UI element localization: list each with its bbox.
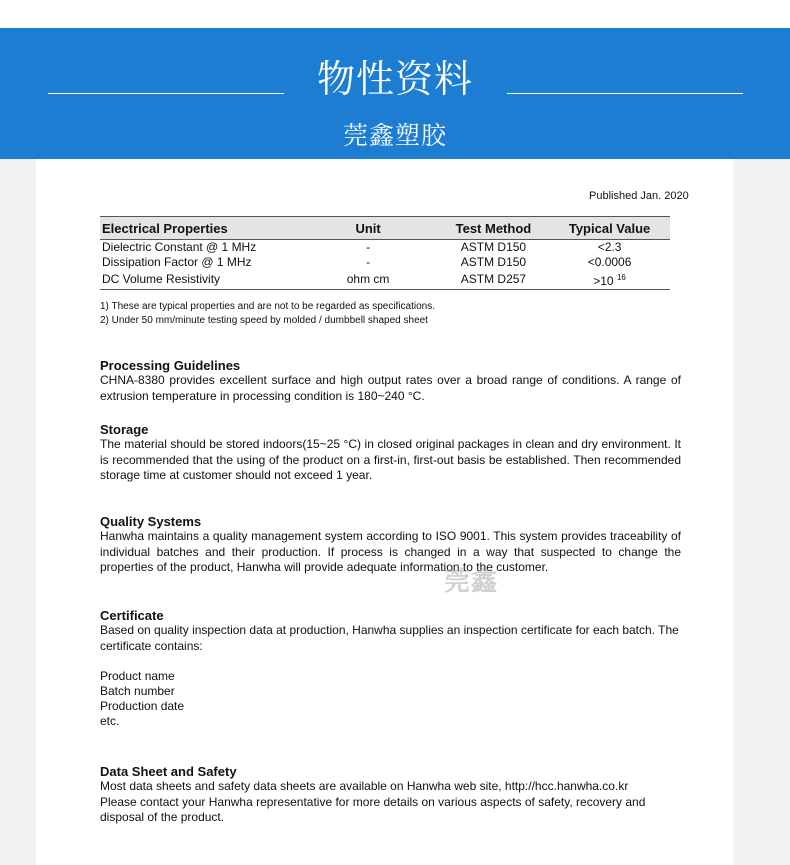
header-banner bbox=[0, 28, 790, 159]
cell-method: ASTM D150 bbox=[460, 240, 527, 254]
cell-method: ASTM D150 bbox=[460, 255, 527, 269]
cell-value bbox=[549, 270, 670, 290]
datasheet-title: Data Sheet and Safety bbox=[100, 764, 237, 779]
header-test-method: Test Method bbox=[438, 217, 549, 240]
table-row bbox=[100, 255, 670, 270]
cell-value: <2.3 bbox=[597, 240, 622, 254]
cell-property: Dissipation Factor @ 1 MHz bbox=[102, 255, 252, 269]
table-row bbox=[100, 240, 670, 256]
quality-body: Hanwha maintains a quality management system according to ISO 9001. This system provides traceability of individual batches and their production. If process is changed in a way that suspected to change the properties of the product, Hanwha will provide adequate information to the customer. bbox=[100, 529, 681, 574]
processing-body: CHNA-8380 provides excellent surface and high output rates over a broad range of conditions. A range of extrusion temperature in processing condition is 180~240 °C. bbox=[100, 373, 681, 403]
banner-subtitle: 莞鑫塑胶 bbox=[342, 121, 447, 150]
cell-value: <0.0006 bbox=[587, 255, 632, 269]
storage-section bbox=[100, 422, 681, 484]
datasheet-line1: Most data sheets and safety data sheets are available on Hanwha web site, http://hcc.hanwha.co.kr bbox=[100, 779, 629, 793]
datasheet-line2: Please contact your Hanwha representative for more details on various aspects of safety, recovery and disposal of the product. bbox=[100, 794, 646, 824]
list-item: Production date bbox=[100, 699, 185, 713]
certificate-title: Certificate bbox=[100, 608, 164, 623]
table-notes bbox=[100, 300, 435, 328]
watermark-text: 莞鑫 bbox=[444, 567, 499, 597]
cell-property: DC Volume Resistivity bbox=[100, 270, 298, 290]
cell-property: Dielectric Constant @ 1 MHz bbox=[102, 240, 257, 254]
banner-title: 物性资料 bbox=[316, 57, 473, 101]
processing-title: Processing Guidelines bbox=[100, 358, 241, 373]
banner-divider-left bbox=[48, 93, 284, 94]
note-1: 1) These are typical properties and are not to be regarded as specifications. bbox=[100, 301, 436, 312]
cell-method: ASTM D257 bbox=[438, 270, 549, 290]
header-unit: Unit bbox=[298, 217, 437, 240]
storage-title: Storage bbox=[100, 422, 149, 437]
quality-section bbox=[100, 514, 681, 576]
list-item: etc. bbox=[100, 714, 120, 728]
certificate-body: Based on quality inspection data at production, Hanwha supplies an inspection certificate for each batch. The certificate contains: bbox=[100, 623, 679, 653]
table-header-row bbox=[100, 217, 670, 240]
header-property: Electrical Properties bbox=[100, 217, 298, 240]
cell-unit: ohm cm bbox=[298, 270, 437, 290]
datasheet-section bbox=[100, 764, 690, 826]
header-typical-value: Typical Value bbox=[549, 217, 670, 240]
cell-unit: - bbox=[366, 255, 371, 269]
note-2: 2) Under 50 mm/minute testing speed by molded / dumbbell shaped sheet bbox=[100, 315, 428, 326]
value-exponent: 16 bbox=[616, 273, 626, 282]
certificate-section bbox=[100, 608, 690, 729]
left-margin bbox=[0, 159, 36, 865]
list-item: Batch number bbox=[100, 684, 175, 698]
right-margin bbox=[733, 159, 790, 865]
processing-section bbox=[100, 358, 681, 404]
table-row bbox=[100, 270, 670, 290]
cell-unit: - bbox=[366, 240, 371, 254]
quality-title: Quality Systems bbox=[100, 514, 202, 529]
value-base: >10 bbox=[593, 274, 614, 288]
electrical-properties-table bbox=[100, 216, 670, 290]
published-date: Published Jan. 2020 bbox=[589, 190, 689, 202]
certificate-contents-list bbox=[100, 669, 690, 729]
storage-body: The material should be stored indoors(15~25 °C) in closed original packages in clean and dry environment. It is recommended that the using of the product on a first-in, first-out basis be established. Then recommended storage time at customer should not exceed 1 year. bbox=[100, 437, 681, 482]
banner-divider-right bbox=[507, 93, 743, 94]
list-item: Product name bbox=[100, 669, 175, 683]
